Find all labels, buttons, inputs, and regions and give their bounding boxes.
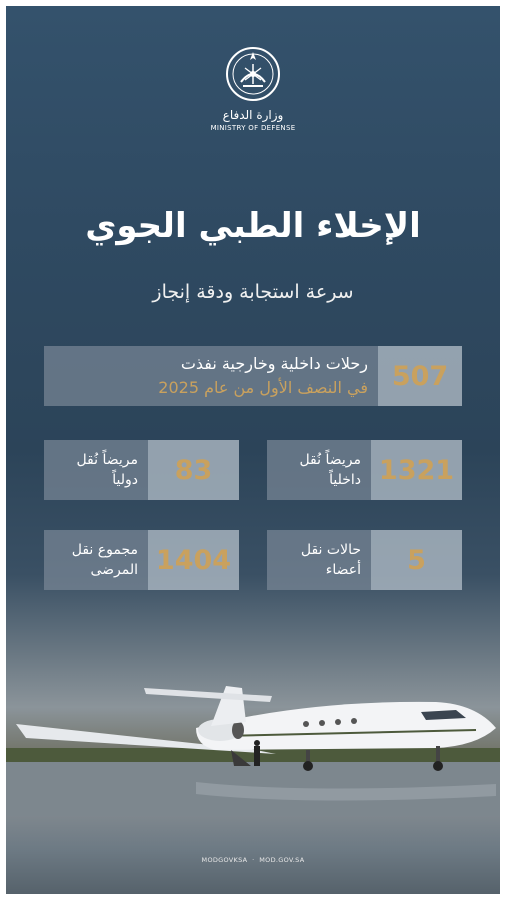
ministry-name-english: MINISTRY OF DEFENSE: [210, 124, 296, 132]
stat-domestic-line2: داخلياً: [329, 472, 361, 488]
jet-aircraft-image: [6, 666, 500, 816]
stat-flights-line2: في النصف الأول من عام 2025: [158, 378, 368, 397]
footer-social-links: MODGOVKSA · MOD.GOV.SA: [201, 856, 305, 864]
stat-flights-label: [44, 346, 378, 406]
stat-international-line2: دولياً: [112, 472, 138, 488]
stat-total-label: [44, 530, 148, 590]
stat-flights: [44, 346, 462, 406]
stat-international-value: 83: [148, 440, 239, 500]
stat-total: [44, 530, 239, 590]
ministry-logo: [6, 44, 500, 132]
ministry-emblem-icon: [223, 44, 283, 104]
stat-international: [44, 440, 239, 500]
page-title: الإخلاء الطبي الجوي: [85, 206, 421, 246]
stat-organs-label: [267, 530, 371, 590]
stat-flights-line1: رحلات داخلية وخارجية نفذت: [180, 354, 368, 373]
stat-organs-value: 5: [371, 530, 462, 590]
page-subtitle: سرعة استجابة ودقة إنجاز: [152, 281, 354, 303]
stat-international-line1: مريضاً نُقل: [76, 452, 138, 468]
stat-domestic-line1: مريضاً نُقل: [299, 452, 361, 468]
stat-domestic: [267, 440, 462, 500]
ministry-name-arabic: وزارة الدفاع: [222, 108, 284, 122]
stat-international-label: [44, 440, 148, 500]
stat-flights-value: 507: [378, 346, 462, 406]
stat-organs-line1: حالات نقل: [300, 542, 361, 558]
stat-organs-line2: أعضاء: [325, 562, 361, 578]
stat-total-line2: المرضى: [90, 562, 138, 578]
stat-organs: [267, 530, 462, 590]
stat-domestic-label: [267, 440, 371, 500]
website-link[interactable]: MOD.GOV.SA: [259, 856, 305, 864]
social-handle[interactable]: MODGOVKSA: [201, 856, 248, 864]
infographic-poster: [6, 6, 500, 894]
stat-total-value: 1404: [148, 530, 239, 590]
stat-total-line1: مجموع نقل: [71, 542, 138, 558]
stat-domestic-value: 1321: [371, 440, 462, 500]
